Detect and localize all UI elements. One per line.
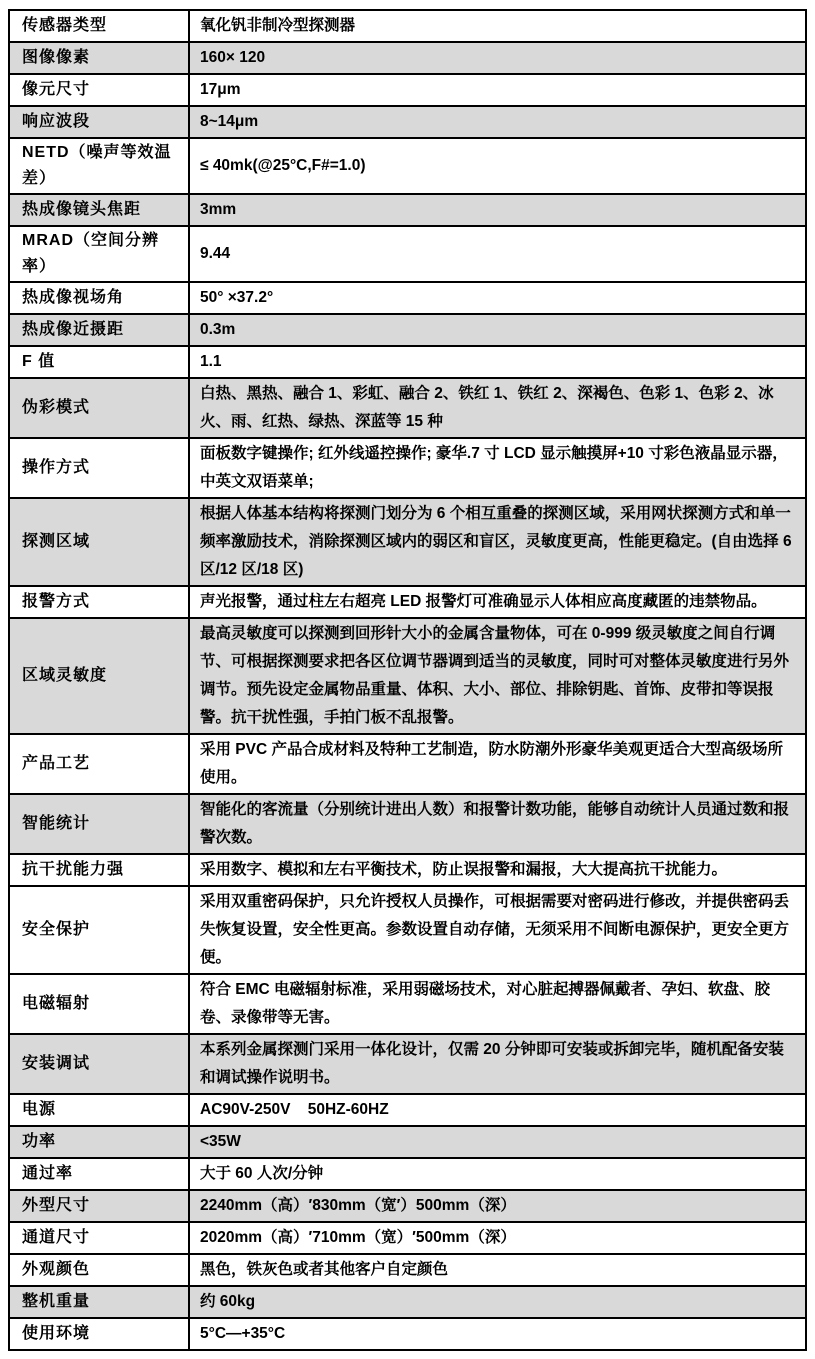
- spec-value: 声光报警，通过柱左右超亮 LED 报警灯可准确显示人体相应高度藏匿的违禁物品。: [189, 586, 806, 618]
- spec-value: 160× 120: [189, 42, 806, 74]
- spec-value: ≤ 40mk(@25°C,F#=1.0): [189, 138, 806, 194]
- spec-value: 白热、黑热、融合 1、彩虹、融合 2、铁红 1、铁红 2、深褐色、色彩 1、色彩 2、冰火、雨、红热、绿热、深蓝等 15 种: [189, 378, 806, 438]
- spec-label: 智能统计: [9, 794, 189, 854]
- spec-row: [9, 138, 806, 194]
- spec-value: 氧化钒非制冷型探测器: [189, 10, 806, 42]
- spec-row: [9, 974, 806, 1034]
- spec-value: 2020mm（高）′710mm（宽）′500mm（深）: [189, 1222, 806, 1254]
- spec-value: 3mm: [189, 194, 806, 226]
- spec-value: 5°C—+35°C: [189, 1318, 806, 1350]
- spec-value: 约 60kg: [189, 1286, 806, 1318]
- spec-row: [9, 586, 806, 618]
- spec-value: 采用双重密码保护，只允许授权人员操作，可根据需要对密码进行修改，并提供密码丢失恢复设置，安全性更高。参数设置自动存储，无须采用不间断电源保护，更安全更方便。: [189, 886, 806, 974]
- spec-row: [9, 886, 806, 974]
- spec-label: 安全保护: [9, 886, 189, 974]
- spec-value: 2240mm（高）′830mm（宽′）500mm（深）: [189, 1190, 806, 1222]
- spec-label: 使用环境: [9, 1318, 189, 1350]
- spec-value: 17μm: [189, 74, 806, 106]
- spec-row: [9, 794, 806, 854]
- spec-label: 通过率: [9, 1158, 189, 1190]
- spec-label: 外观颜色: [9, 1254, 189, 1286]
- spec-row: [9, 1222, 806, 1254]
- spec-row: [9, 1034, 806, 1094]
- spec-label: 电磁辐射: [9, 974, 189, 1034]
- spec-row: [9, 282, 806, 314]
- spec-table: [8, 9, 807, 1351]
- spec-label: F 值: [9, 346, 189, 378]
- spec-label: 探测区域: [9, 498, 189, 586]
- spec-row: [9, 10, 806, 42]
- spec-value: 采用数字、模拟和左右平衡技术，防止误报警和漏报，大大提高抗干扰能力。: [189, 854, 806, 886]
- spec-label: 通道尺寸: [9, 1222, 189, 1254]
- spec-value: AC90V-250V 50HZ-60HZ: [189, 1094, 806, 1126]
- spec-row: [9, 734, 806, 794]
- spec-label: 报警方式: [9, 586, 189, 618]
- spec-label: 热成像近摄距: [9, 314, 189, 346]
- spec-label: 图像像素: [9, 42, 189, 74]
- spec-label: 操作方式: [9, 438, 189, 498]
- spec-label: 热成像镜头焦距: [9, 194, 189, 226]
- spec-label: 功率: [9, 1126, 189, 1158]
- spec-label: 区域灵敏度: [9, 618, 189, 734]
- spec-row: [9, 1190, 806, 1222]
- spec-label: 电源: [9, 1094, 189, 1126]
- spec-row: [9, 106, 806, 138]
- spec-label: NETD（噪声等效温差）: [9, 138, 189, 194]
- spec-value: 1.1: [189, 346, 806, 378]
- spec-value: 9.44: [189, 226, 806, 282]
- spec-row: [9, 42, 806, 74]
- spec-value: 面板数字键操作; 红外线遥控操作; 豪华.7 寸 LCD 显示触摸屏+10 寸彩色液晶显示器，中英文双语菜单;: [189, 438, 806, 498]
- spec-row: [9, 1318, 806, 1350]
- spec-row: [9, 1126, 806, 1158]
- spec-value: 50° ×37.2°: [189, 282, 806, 314]
- spec-label: 响应波段: [9, 106, 189, 138]
- spec-row: [9, 1286, 806, 1318]
- spec-row: [9, 314, 806, 346]
- spec-value: 本系列金属探测门采用一体化设计，仅需 20 分钟即可安装或拆卸完毕，随机配备安装和调试操作说明书。: [189, 1034, 806, 1094]
- spec-label: 热成像视场角: [9, 282, 189, 314]
- spec-label: MRAD（空间分辨率）: [9, 226, 189, 282]
- spec-label: 伪彩模式: [9, 378, 189, 438]
- spec-row: [9, 618, 806, 734]
- spec-row: [9, 438, 806, 498]
- spec-row: [9, 226, 806, 282]
- spec-label: 产品工艺: [9, 734, 189, 794]
- spec-table-body: [9, 10, 806, 1350]
- spec-value: <35W: [189, 1126, 806, 1158]
- spec-row: [9, 74, 806, 106]
- spec-label: 安装调试: [9, 1034, 189, 1094]
- spec-row: [9, 346, 806, 378]
- spec-value: 采用 PVC 产品合成材料及特种工艺制造，防水防潮外形豪华美观更适合大型高级场所使用。: [189, 734, 806, 794]
- spec-value: 大于 60 人次/分钟: [189, 1158, 806, 1190]
- spec-row: [9, 1254, 806, 1286]
- spec-row: [9, 854, 806, 886]
- spec-row: [9, 1158, 806, 1190]
- spec-label: 整机重量: [9, 1286, 189, 1318]
- spec-value: 0.3m: [189, 314, 806, 346]
- spec-row: [9, 378, 806, 438]
- spec-label: 传感器类型: [9, 10, 189, 42]
- spec-value: 根据人体基本结构将探测门划分为 6 个相互重叠的探测区域，采用网状探测方式和单一频率激励技术，消除探测区域内的弱区和盲区，灵敏度更高，性能更稳定。(自由选择 6 区/12 区/18 区): [189, 498, 806, 586]
- spec-label: 抗干扰能力强: [9, 854, 189, 886]
- spec-value: 8~14μm: [189, 106, 806, 138]
- spec-label: 外型尺寸: [9, 1190, 189, 1222]
- spec-row: [9, 194, 806, 226]
- spec-row: [9, 1094, 806, 1126]
- spec-value: 最高灵敏度可以探测到回形针大小的金属含量物体，可在 0-999 级灵敏度之间自行调节、可根据探测要求把各区位调节器调到适当的灵敏度，同时可对整体灵敏度进行另外调节。预先设定金属物品重量、体积、大小、部位、排除钥匙、首饰、皮带扣等误报警。抗干扰性强，手拍门板不乱报警。: [189, 618, 806, 734]
- spec-value: 黑色，铁灰色或者其他客户自定颜色: [189, 1254, 806, 1286]
- spec-value: 符合 EMC 电磁辐射标准，采用弱磁场技术，对心脏起搏器佩戴者、孕妇、软盘、胶卷、录像带等无害。: [189, 974, 806, 1034]
- spec-row: [9, 498, 806, 586]
- spec-label: 像元尺寸: [9, 74, 189, 106]
- spec-value: 智能化的客流量（分别统计进出人数）和报警计数功能，能够自动统计人员通过数和报警次数。: [189, 794, 806, 854]
